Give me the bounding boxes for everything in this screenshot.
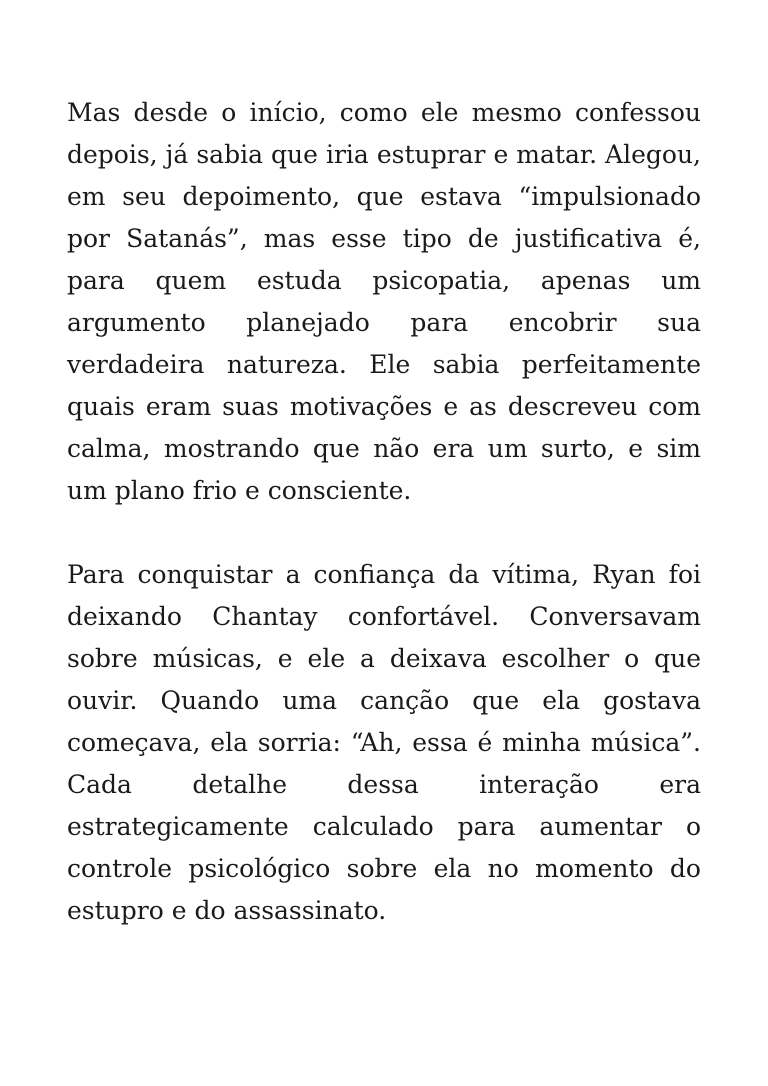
paragraph-2: Para conquistar a confiança da vítima, Ryan foi deixando Chantay confortável. Conversavam sobre músicas, e ele a deixava escolher o que ouvir. Quando uma canção que ela gostava começava, ela sorria: “Ah, essa é minha música”. Cada detalhe dessa interação era estrategicamente calculado para aumentar o controle psicológico sobre ela no momento do estupro e do assassinato. xyxy=(67,560,701,925)
paragraph-1: Mas desde o início, como ele mesmo confessou depois, já sabia que iria estuprar e matar. Alegou, em seu depoimento, que estava “impulsionado por Satanás”, mas esse tipo de justificativa é, para quem estuda psicopatia, apenas um argumento planejado para encobrir sua verdadeira natureza. Ele sabia perfeitamente quais eram suas motivações e as descreveu com calma, mostrando que não era um surto, e sim um plano frio e consciente. xyxy=(67,98,701,505)
document-page xyxy=(67,92,701,932)
